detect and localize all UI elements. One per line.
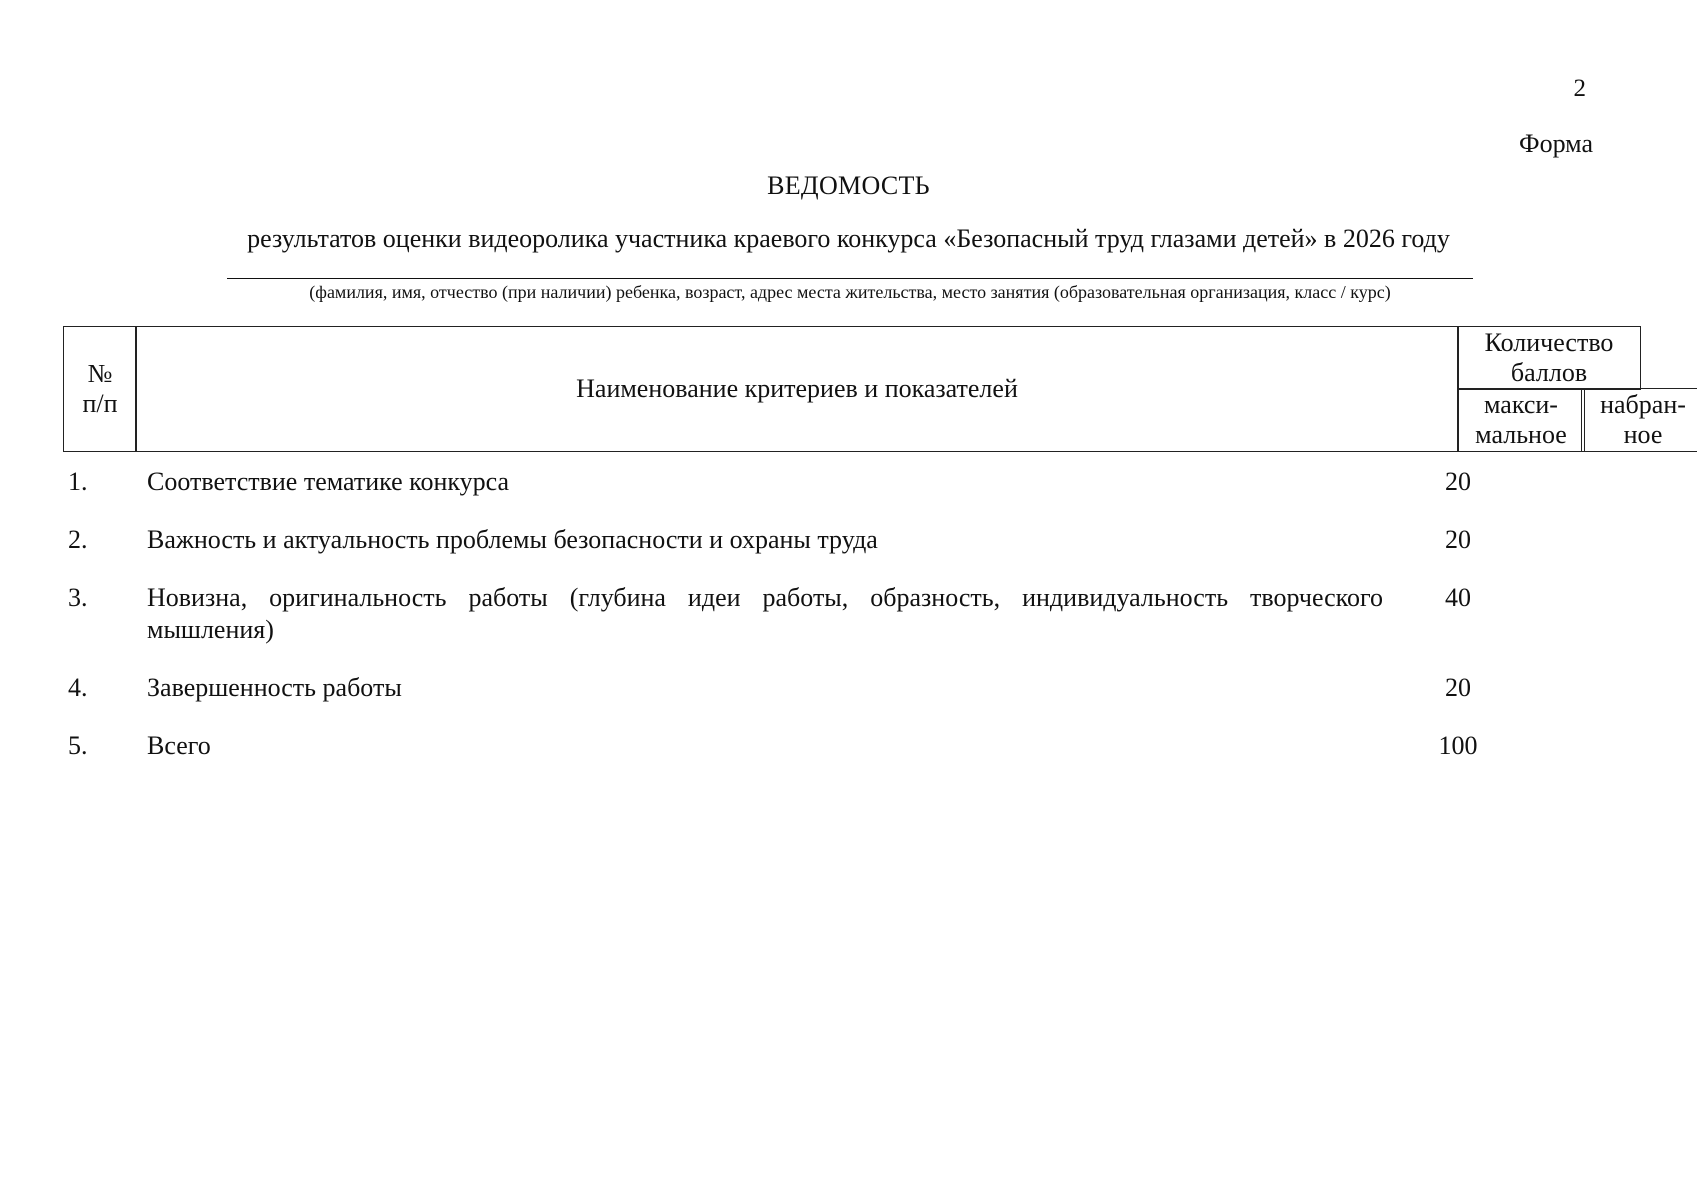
header-score-label: Количество баллов — [1484, 328, 1614, 387]
row-number: 5. — [68, 731, 88, 760]
header-earned-score-label: набран-ное — [1600, 390, 1686, 449]
header-earned-score — [1581, 388, 1697, 452]
row-number: 3. — [68, 583, 88, 612]
row-max-score: 20 — [1445, 525, 1471, 554]
row-criterion-total: Всего — [147, 731, 211, 760]
criteria-table-header — [63, 326, 1686, 452]
document-subtitle: результатов оценки видеоролика участника краевого конкурса «Безопасный труд глазами детей» в 2026 году — [247, 224, 1450, 253]
document-title: ВЕДОМОСТЬ — [767, 171, 930, 200]
row-number: 1. — [68, 467, 88, 496]
name-fill-line[interactable] — [227, 278, 1473, 279]
header-max-score-label: макси-мальное — [1475, 390, 1567, 449]
header-max-score — [1457, 388, 1585, 452]
row-max-score: 20 — [1445, 673, 1471, 702]
header-criteria-name-label: Наименование критериев и показателей — [576, 374, 1018, 403]
row-max-score: 20 — [1445, 467, 1471, 496]
row-number: 4. — [68, 673, 88, 702]
row-max-score: 40 — [1445, 583, 1471, 612]
row-criterion: Важность и актуальность проблемы безопасности и охраны труда — [147, 525, 878, 554]
name-line-caption: (фамилия, имя, отчество (при наличии) ребенка, возраст, адрес места жительства, место занятия (образовательная организация, класс / курс) — [309, 282, 1391, 302]
header-number — [63, 326, 137, 452]
row-number: 2. — [68, 525, 88, 554]
header-score — [1457, 326, 1641, 390]
header-number-label: № п/п — [82, 359, 118, 418]
row-criterion: Завершенность работы — [147, 673, 402, 702]
row-criterion: Новизна, оригинальность работы (глубина идеи работы, образность, индивидуальность творческого мышления) — [147, 583, 1383, 644]
form-label: Форма — [1519, 129, 1593, 158]
row-criterion: Соответствие тематике конкурса — [147, 467, 510, 496]
row-max-score-total: 100 — [1438, 731, 1478, 760]
page-number: 2 — [1573, 75, 1586, 102]
header-criteria-name — [135, 326, 1459, 452]
